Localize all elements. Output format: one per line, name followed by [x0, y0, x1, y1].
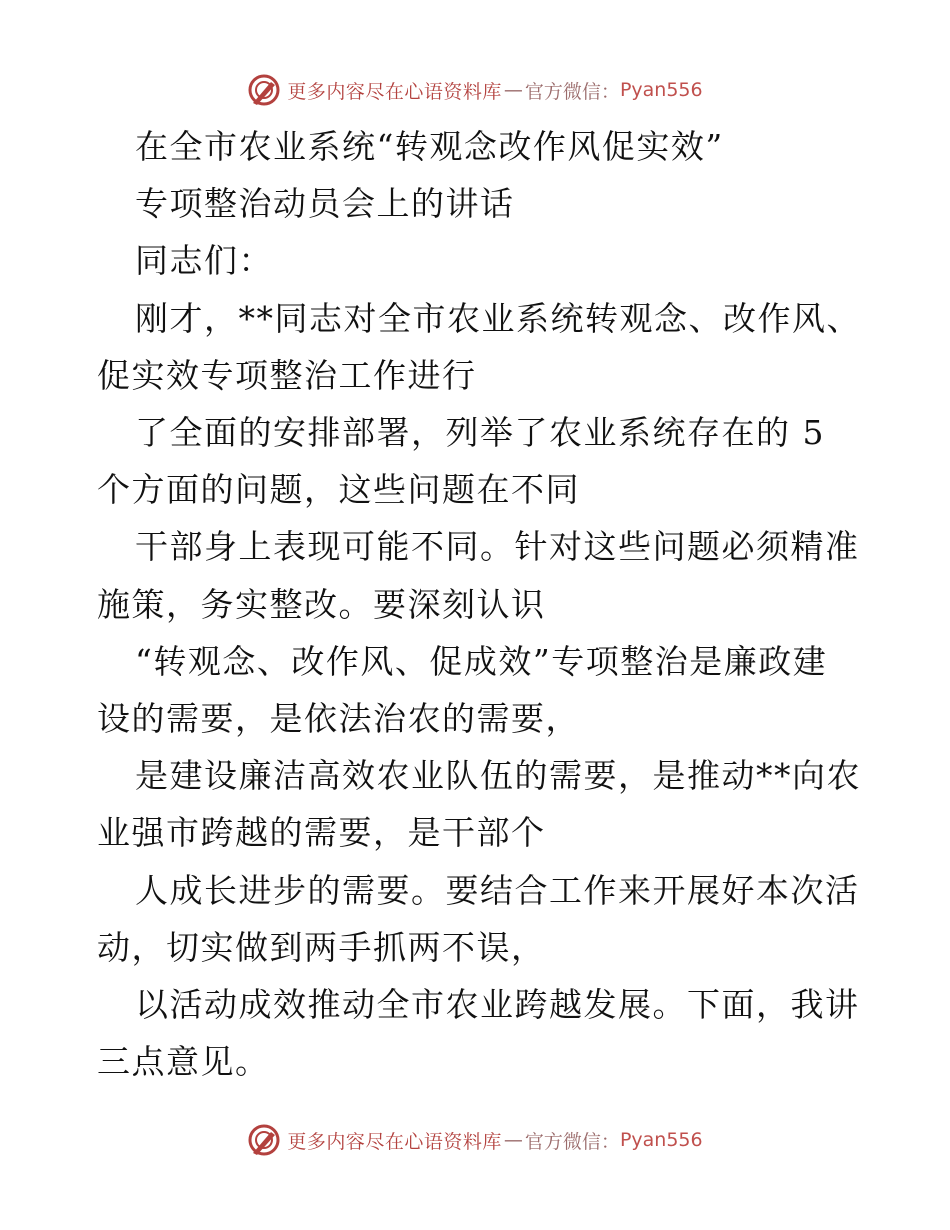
paragraph-line: 三点意见。 — [97, 1042, 270, 1082]
watermark-brand: 更多内容尽在心语资料库 — [287, 80, 502, 103]
paragraph-line: 人成长进步的需要。要结合工作来开展好本次活 — [135, 870, 860, 910]
paragraph-line: 以活动成效推动全市农业跨越发展。下面，我讲 — [135, 985, 860, 1025]
paragraph-line: 干部身上表现可能不同。针对这些问题必须精准 — [135, 527, 860, 567]
header-watermark — [0, 70, 950, 110]
watermark-wechat-label: 官方微信： — [524, 1130, 620, 1153]
paragraph-line: 是建设廉洁高效农业队伍的需要，是推动**向农 — [135, 756, 861, 796]
paragraph-line: 刚才，**同志对全市农业系统转观念、改作风、 — [135, 298, 861, 338]
watermark-wechat-label: 官方微信： — [524, 80, 620, 103]
salutation: 同志们： — [135, 241, 273, 281]
paragraph-line: 促实效专项整治工作进行 — [97, 355, 477, 395]
document-body — [97, 118, 861, 1090]
paragraph-line: 设的需要，是依法治农的需要， — [97, 699, 580, 739]
paragraph-line: 了全面的安排部署，列举了农业系统存在的 5 — [135, 413, 825, 453]
watermark-wechat-id: Pyan556 — [619, 79, 703, 101]
watermark-wechat-id: Pyan556 — [619, 1129, 703, 1151]
footer-watermark — [0, 1120, 950, 1160]
watermark-separator: — — [503, 1129, 523, 1151]
watermark-separator: — — [503, 79, 523, 101]
watermark-brand: 更多内容尽在心语资料库 — [287, 1130, 502, 1153]
document-title-line-2: 专项整治动员会上的讲话 — [135, 184, 515, 224]
paragraph-line: “转观念、改作风、促成效”专项整治是廉政建 — [135, 641, 828, 681]
paragraph-line: 动，切实做到两手抓两不误， — [97, 927, 546, 967]
red-pen-circle-logo-icon — [247, 73, 281, 107]
paragraph-line: 业强市跨越的需要，是干部个 — [97, 813, 546, 853]
document-title-line-1: 在全市农业系统“转观念改作风促实效” — [135, 127, 724, 166]
paragraph-line: 施策，务实整改。要深刻认识 — [97, 584, 546, 624]
red-pen-circle-logo-icon — [247, 1123, 281, 1157]
paragraph-line: 个方面的问题，这些问题在不同 — [97, 470, 580, 510]
